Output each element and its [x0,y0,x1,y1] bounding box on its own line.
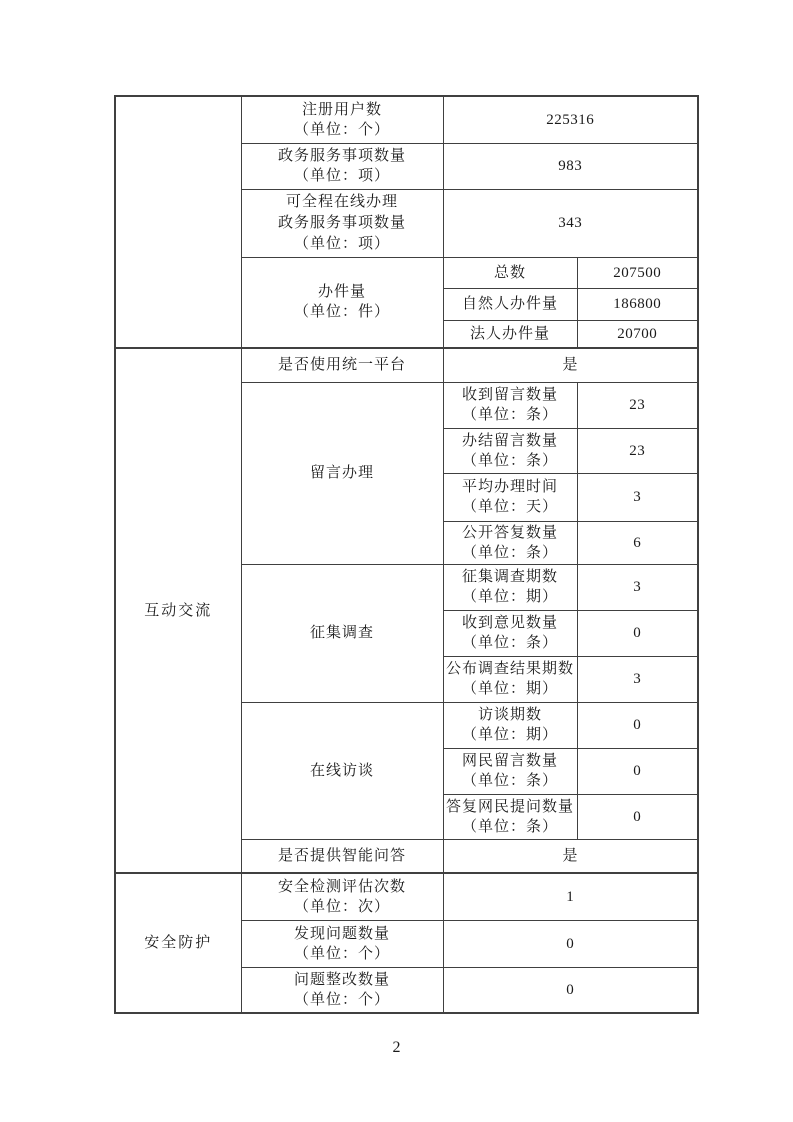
label-line: 安全检测评估次数 [277,878,406,895]
unit-line: （单位：天） [461,499,558,515]
message-handling-group-label-cell: 留言办理 [241,382,443,564]
interviews-group-label-cell: 在线访谈 [241,702,443,839]
cases-group-label-cell [241,257,443,348]
unit-line: （单位：期） [461,589,558,605]
page-number: 2 [392,1039,401,1056]
label-line: 平均办理时间 [461,479,558,495]
label-line: 答复网民提问数量 [445,798,574,815]
opinions-received-label-cell [443,610,577,656]
survey-results-published-value-cell: 3 [577,656,698,702]
category-cell-blank [115,96,241,348]
survey-periods-value-cell: 3 [577,564,698,610]
replies-to-netizens-label-cell [443,794,577,839]
unit-line: （单位：个） [293,121,390,138]
survey-periods-label-cell [443,564,577,610]
label-line: 收到意见数量 [461,615,558,631]
messages-received-value-cell: 23 [577,382,698,428]
cases-legal-person-value-cell: 20700 [577,320,698,348]
unit-line: （单位：项） [293,235,390,252]
label-line: 收到留言数量 [461,387,558,403]
unit-line: （单位：条） [461,452,558,469]
registered-users-value-cell: 225316 [443,96,698,143]
cases-legal-person-label-cell: 法人办件量 [443,320,577,348]
messages-received-label-cell [443,382,577,428]
online-service-items-value-cell: 343 [443,189,698,257]
label-line: 办件量 [317,284,366,301]
service-items-label-cell [241,143,443,189]
problems-found-label-cell [241,920,443,967]
opinions-received-value-cell: 0 [577,610,698,656]
unit-line: （单位：个） [293,991,390,1008]
unit-line: （单位：条） [461,407,558,423]
interview-periods-label-cell [443,702,577,748]
avg-handling-time-value-cell: 3 [577,473,698,521]
service-items-value-cell: 983 [443,143,698,189]
smart-qa-label-cell: 是否提供智能问答 [241,839,443,873]
survey-results-published-label-cell [443,656,577,702]
label-line: 访谈期数 [477,707,542,723]
category-cell-interaction: 互动交流 [115,348,241,873]
unit-line: （单位：个） [293,945,390,962]
unit-line: （单位：次） [293,898,390,915]
annual-report-statistics-table [114,95,699,1014]
problems-found-value-cell: 0 [443,920,698,967]
label-line: 政务服务事项数量 [277,214,406,231]
surveys-group-label-cell: 征集调查 [241,564,443,702]
label-line: 可全程在线办理 [285,193,398,210]
public-replies-label-cell [443,521,577,564]
label-line: 网民留言数量 [461,753,558,769]
unit-line: （单位：期） [461,727,558,743]
unit-line: （单位：条） [461,544,558,561]
unified-platform-value-cell: 是 [443,348,698,382]
label-line: 公开答复数量 [461,524,558,541]
label-line: 办结留言数量 [461,432,558,449]
smart-qa-value-cell: 是 [443,839,698,873]
online-service-items-label-cell [241,189,443,257]
unit-line: （单位：件） [293,304,390,321]
label-line: 问题整改数量 [293,971,390,988]
label-line: 注册用户数 [301,101,382,118]
cases-total-label-cell: 总数 [443,257,577,288]
cases-total-value-cell: 207500 [577,257,698,288]
avg-handling-time-label-cell [443,473,577,521]
label-line: 公布调查结果期数 [445,661,574,677]
unit-line: （单位：条） [461,818,558,835]
unit-line: （单位：条） [461,773,558,789]
category-cell-security: 安全防护 [115,873,241,1013]
unit-line: （单位：条） [461,635,558,651]
netizen-messages-label-cell [443,748,577,794]
unified-platform-label-cell: 是否使用统一平台 [241,348,443,382]
registered-users-label-cell [241,96,443,143]
cases-natural-person-label-cell: 自然人办件量 [443,288,577,320]
replies-to-netizens-value-cell: 0 [577,794,698,839]
problems-rectified-value-cell: 0 [443,967,698,1013]
label-line: 发现问题数量 [293,925,390,942]
label-line: 征集调查期数 [461,569,558,585]
messages-completed-label-cell [443,428,577,473]
netizen-messages-value-cell: 0 [577,748,698,794]
security-assessments-value-cell: 1 [443,873,698,920]
messages-completed-value-cell: 23 [577,428,698,473]
interview-periods-value-cell: 0 [577,702,698,748]
problems-rectified-label-cell [241,967,443,1013]
unit-line: （单位：期） [461,681,558,697]
unit-line: （单位：项） [293,168,390,184]
label-line: 政务服务事项数量 [277,148,406,164]
cases-natural-person-value-cell: 186800 [577,288,698,320]
public-replies-value-cell: 6 [577,521,698,564]
security-assessments-label-cell [241,873,443,920]
